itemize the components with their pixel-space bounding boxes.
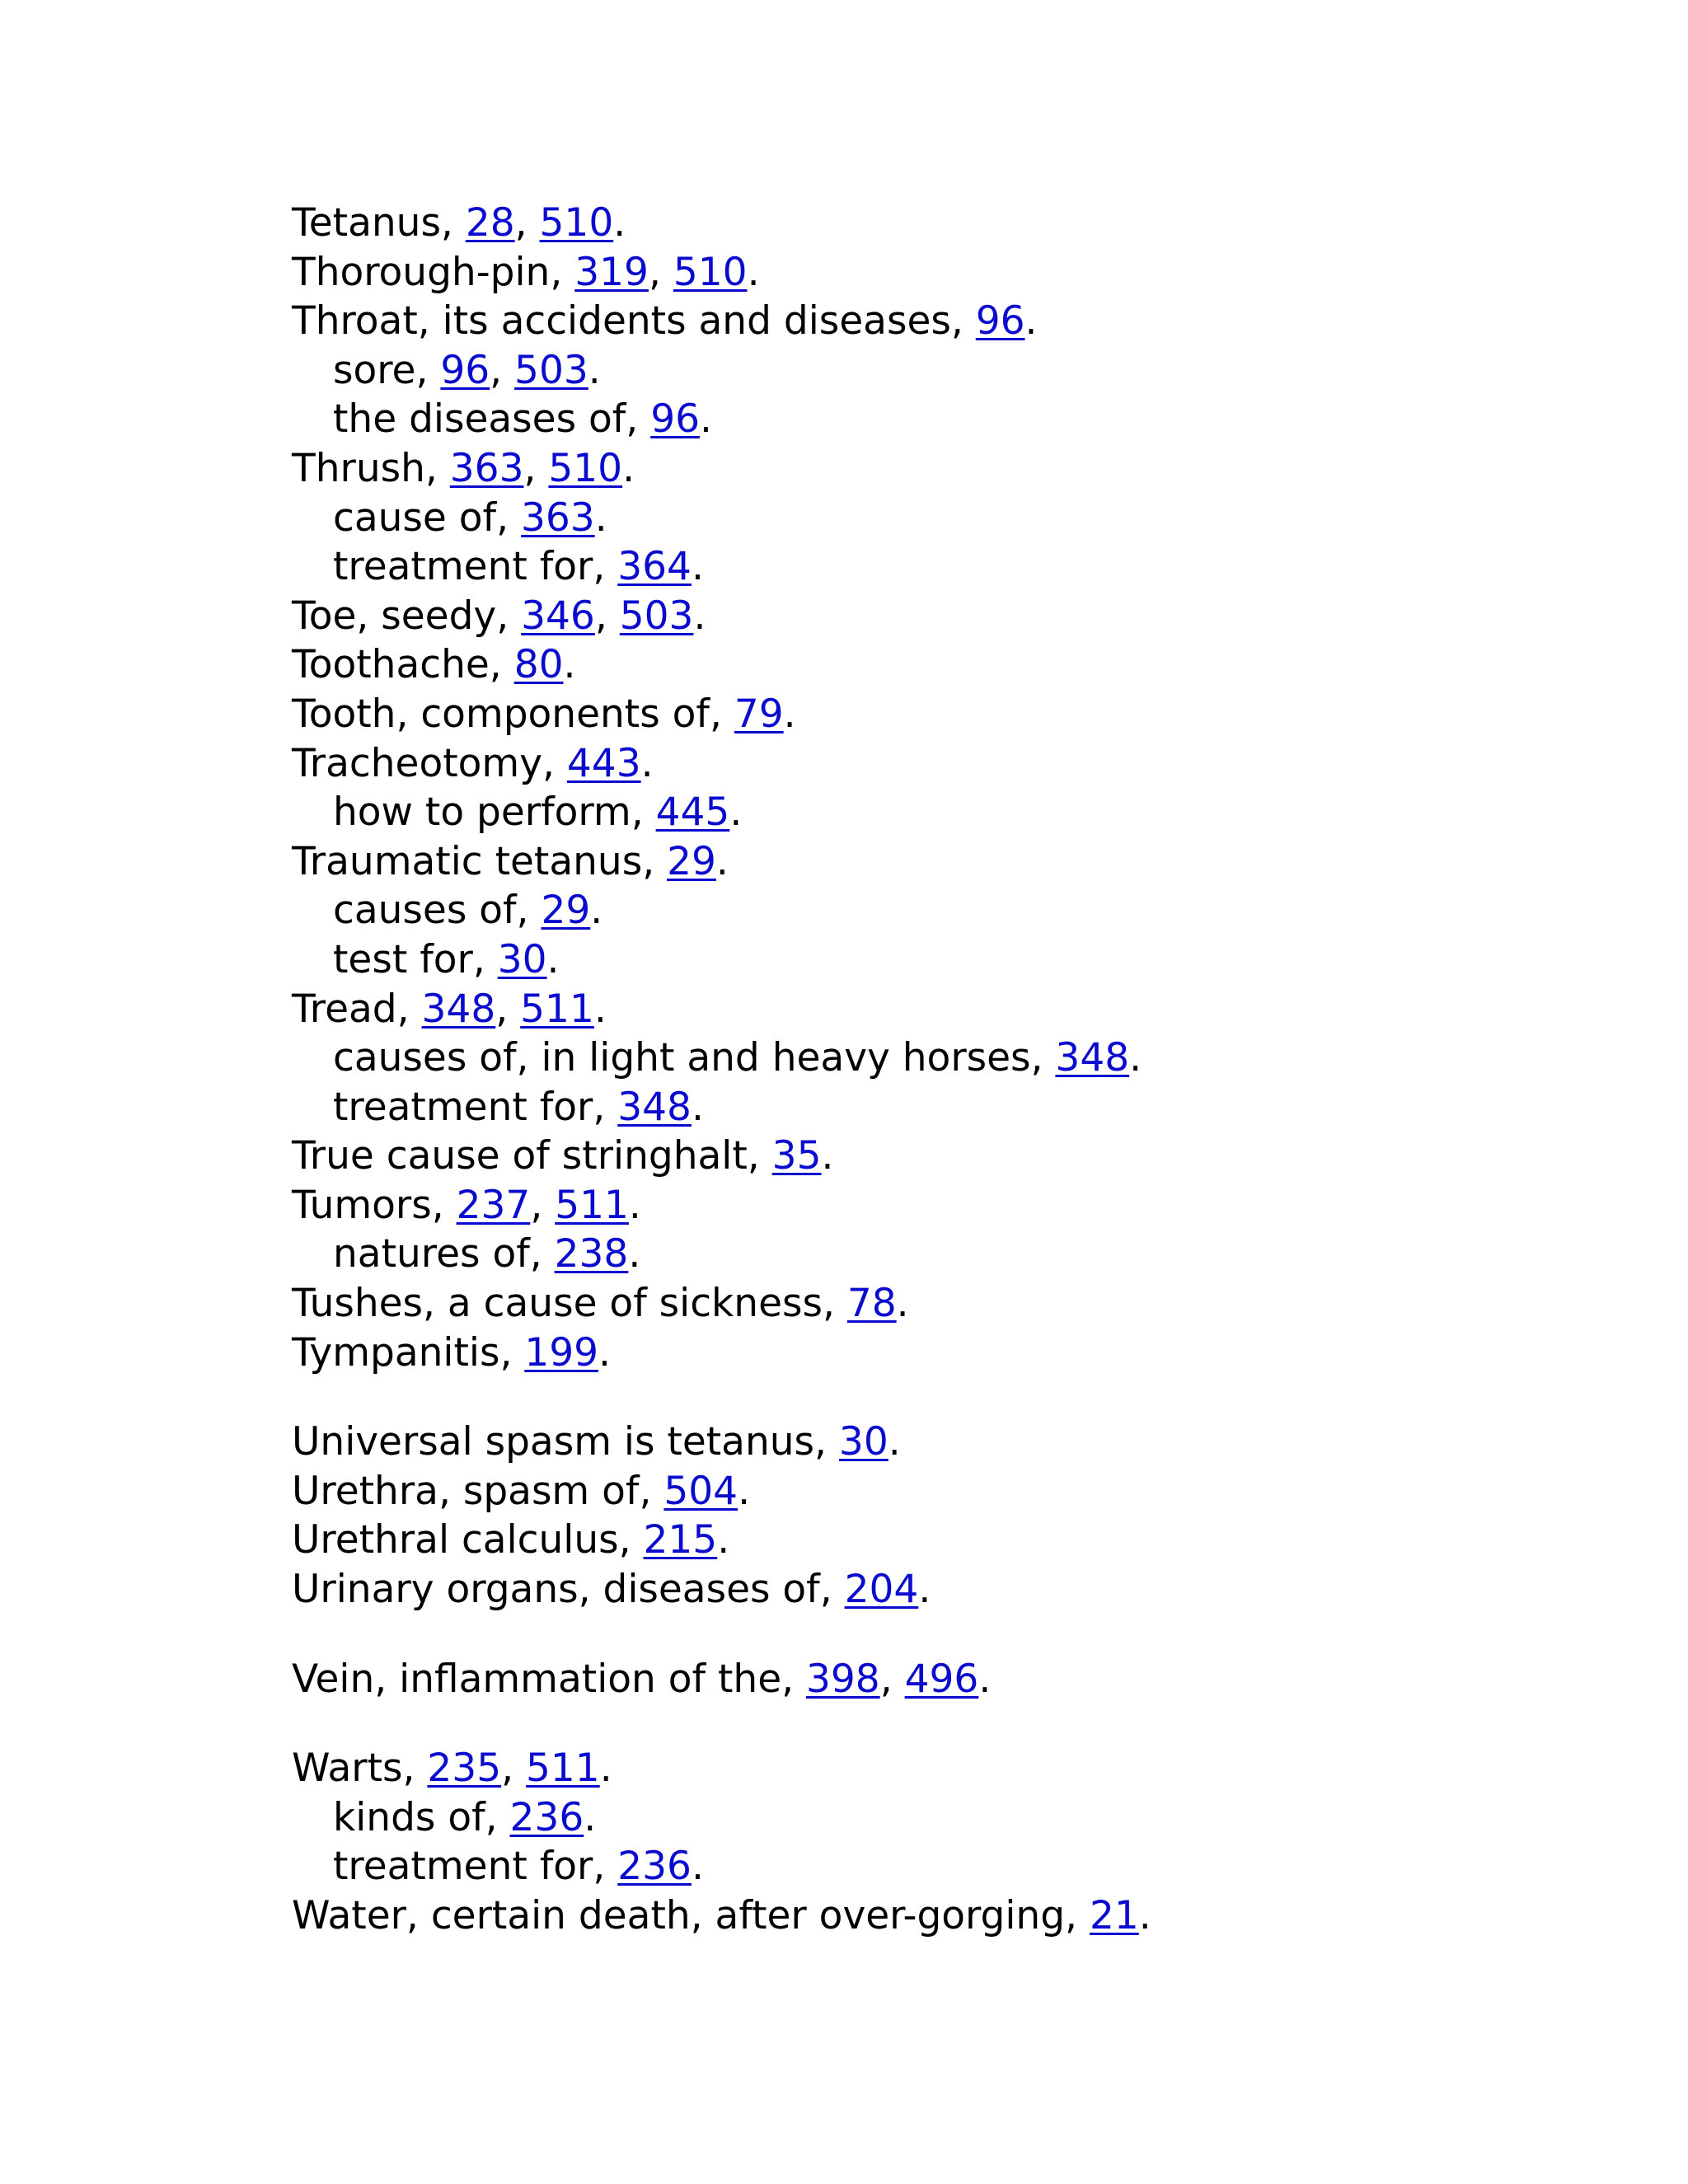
page-link[interactable]: 96 [650, 396, 700, 443]
index-entry [292, 199, 1611, 248]
page-separator: , [501, 1746, 526, 1792]
entry-terminator: . [563, 642, 576, 688]
entry-label: Water, certain death, after over-gorging, [292, 1893, 1090, 1938]
entry-label: Tracheotomy, [292, 740, 567, 786]
index-entry [292, 985, 1611, 1034]
letter-group-gap [292, 1377, 1611, 1418]
entry-label: Tooth, components of, [292, 691, 734, 737]
page-separator: , [594, 593, 620, 639]
page-separator: , [648, 249, 673, 295]
entry-terminator: . [888, 1419, 901, 1465]
entry-terminator: . [628, 1231, 641, 1277]
entry-terminator: . [729, 790, 743, 836]
entry-label: Tushes, a cause of sickness, [292, 1281, 847, 1327]
page-separator: , [495, 986, 521, 1032]
page-link[interactable]: 364 [617, 544, 692, 590]
entry-label: Urinary organs, diseases of, [292, 1567, 845, 1613]
entry-terminator: . [613, 200, 626, 246]
index-subentry [292, 1083, 1611, 1132]
page-link[interactable]: 496 [904, 1656, 979, 1702]
index-entry [292, 640, 1611, 690]
index-entry [292, 444, 1611, 494]
page-link[interactable]: 199 [524, 1329, 599, 1376]
entry-terminator: . [622, 445, 635, 491]
index-subentry [292, 395, 1611, 444]
entry-terminator: . [691, 1844, 704, 1890]
letter-group [292, 1744, 1611, 1940]
page-link[interactable]: 96 [975, 298, 1025, 344]
index-entry [292, 1565, 1611, 1615]
index-entry [292, 837, 1611, 887]
letter-group [292, 1655, 1611, 1704]
index-subentry [292, 1230, 1611, 1279]
page-link[interactable]: 346 [521, 593, 595, 639]
page-link[interactable]: 79 [734, 691, 784, 737]
letter-group-gap [292, 1615, 1611, 1655]
page-link[interactable]: 237 [456, 1182, 531, 1228]
entry-label: causes of, [333, 888, 542, 934]
page-link[interactable]: 236 [509, 1794, 584, 1840]
page-link[interactable]: 348 [1055, 1035, 1130, 1081]
index-entry [292, 1181, 1611, 1230]
entry-terminator: . [598, 1329, 611, 1376]
page-link[interactable]: 510 [548, 445, 623, 491]
index-subentry [292, 542, 1611, 592]
index-entry [292, 592, 1611, 641]
entry-label: sore, [333, 347, 441, 393]
entry-terminator: . [738, 1468, 751, 1514]
index-entry [292, 1516, 1611, 1565]
page-link[interactable]: 96 [440, 347, 490, 393]
entry-label: Throat, its accidents and diseases, [292, 298, 976, 344]
page-link[interactable]: 511 [520, 986, 594, 1032]
page-link[interactable]: 21 [1089, 1893, 1139, 1938]
entry-terminator: . [588, 347, 601, 393]
entry-terminator: . [593, 986, 607, 1032]
index-entry [292, 1467, 1611, 1516]
page-link[interactable]: 348 [617, 1084, 692, 1130]
page-link[interactable]: 443 [566, 740, 641, 786]
page-link[interactable]: 28 [465, 200, 515, 246]
page-link[interactable]: 236 [617, 1844, 692, 1890]
index-subentry [292, 1793, 1611, 1843]
entry-label: Traumatic tetanus, [292, 838, 668, 884]
entry-terminator: . [783, 691, 796, 737]
index-entry [292, 248, 1611, 298]
entry-terminator: . [1138, 1893, 1151, 1938]
index-entry [292, 690, 1611, 739]
entry-label: cause of, [333, 494, 521, 541]
index-subentry [292, 886, 1611, 935]
page-link[interactable]: 29 [541, 888, 591, 934]
page-link[interactable]: 215 [643, 1517, 718, 1563]
page-link[interactable]: 503 [514, 347, 588, 393]
entry-terminator: . [747, 249, 760, 295]
index-entry [292, 1132, 1611, 1181]
index-subentry [292, 788, 1611, 837]
index-subentry [292, 1842, 1611, 1891]
index-subentry [292, 494, 1611, 543]
letter-group-gap [292, 1704, 1611, 1744]
page-link[interactable]: 363 [449, 445, 524, 491]
entry-label: Warts, [292, 1746, 428, 1792]
entry-terminator: . [1129, 1035, 1142, 1081]
page-link[interactable]: 30 [838, 1419, 889, 1465]
entry-terminator: . [978, 1656, 992, 1702]
entry-terminator: . [693, 593, 706, 639]
entry-terminator: . [691, 544, 704, 590]
page-link[interactable]: 510 [673, 249, 748, 295]
entry-terminator: . [717, 1517, 730, 1563]
page-link[interactable]: 363 [520, 494, 595, 541]
page-link[interactable]: 319 [574, 249, 649, 295]
entry-terminator: . [640, 740, 654, 786]
entry-label: Tread, [292, 986, 422, 1032]
entry-terminator: . [546, 936, 560, 982]
entry-label: Urethra, spasm of, [292, 1468, 664, 1514]
index-entry [292, 1891, 1611, 1941]
index-list [292, 199, 1611, 1941]
page-link[interactable]: 445 [655, 790, 730, 836]
entry-label: treatment for, [333, 1844, 618, 1890]
index-entry [292, 1418, 1611, 1467]
entry-label: Urethral calculus, [292, 1517, 644, 1563]
entry-label: Tetanus, [292, 200, 466, 246]
page-link[interactable]: 29 [667, 838, 716, 884]
page-separator: , [530, 1182, 556, 1228]
entry-label: causes of, in light and heavy horses, [333, 1035, 1056, 1081]
page-separator: , [514, 200, 540, 246]
entry-terminator: . [584, 1794, 597, 1840]
entry-terminator: . [700, 396, 712, 443]
index-subentry [292, 346, 1611, 396]
index-entry [292, 739, 1611, 789]
index-entry [292, 1744, 1611, 1793]
page-link[interactable]: 398 [806, 1656, 880, 1702]
entry-label: the diseases of, [333, 396, 651, 443]
entry-label: Tympanitis, [292, 1329, 525, 1376]
page-link[interactable]: 78 [846, 1281, 897, 1327]
page-link[interactable]: 504 [663, 1468, 738, 1514]
entry-label: Toothache, [292, 642, 514, 688]
entry-label: treatment for, [333, 544, 618, 590]
page-link[interactable]: 80 [513, 642, 564, 688]
page-link[interactable]: 503 [619, 593, 694, 639]
entry-label: Universal spasm is tetanus, [292, 1419, 839, 1465]
entry-terminator: . [628, 1182, 641, 1228]
index-entry [292, 1279, 1611, 1329]
page-separator: , [879, 1656, 905, 1702]
entry-label: how to perform, [333, 790, 656, 836]
entry-terminator: . [691, 1084, 704, 1130]
index-subentry [292, 1033, 1611, 1083]
entry-terminator: . [896, 1281, 909, 1327]
index-entry [292, 297, 1611, 346]
letter-group [292, 1418, 1611, 1614]
entry-label: Vein, inflammation of the, [292, 1656, 806, 1702]
index-entry [292, 1329, 1611, 1378]
entry-terminator: . [821, 1133, 834, 1179]
entry-label: Toe, seedy, [292, 593, 522, 639]
index-entry [292, 1655, 1611, 1704]
entry-terminator: . [594, 494, 607, 541]
page-link[interactable]: 204 [844, 1567, 919, 1613]
entry-terminator: . [1025, 298, 1038, 344]
entry-terminator: . [715, 838, 729, 884]
page-separator: , [490, 347, 515, 393]
entry-label: natures of, [333, 1231, 555, 1277]
page-separator: , [523, 445, 549, 491]
entry-terminator: . [599, 1746, 612, 1792]
page-link[interactable]: 35 [771, 1133, 822, 1179]
entry-terminator: . [590, 888, 603, 934]
page-link[interactable]: 348 [421, 986, 496, 1032]
entry-label: Thorough-pin, [292, 249, 575, 295]
letter-group [292, 199, 1611, 1377]
entry-label: Thrush, [292, 445, 450, 491]
page-link[interactable]: 30 [497, 936, 547, 982]
entry-terminator: . [918, 1567, 931, 1613]
page-link[interactable]: 238 [554, 1231, 629, 1277]
page-link[interactable]: 235 [427, 1746, 502, 1792]
entry-label: Tumors, [292, 1182, 457, 1228]
index-subentry [292, 935, 1611, 985]
page-link[interactable]: 511 [555, 1182, 629, 1228]
entry-label: kinds of, [333, 1794, 510, 1840]
entry-label: treatment for, [333, 1084, 618, 1130]
entry-label: True cause of stringhalt, [292, 1133, 772, 1179]
page-link[interactable]: 510 [539, 200, 614, 246]
page-link[interactable]: 511 [526, 1746, 600, 1792]
entry-label: test for, [333, 936, 498, 982]
